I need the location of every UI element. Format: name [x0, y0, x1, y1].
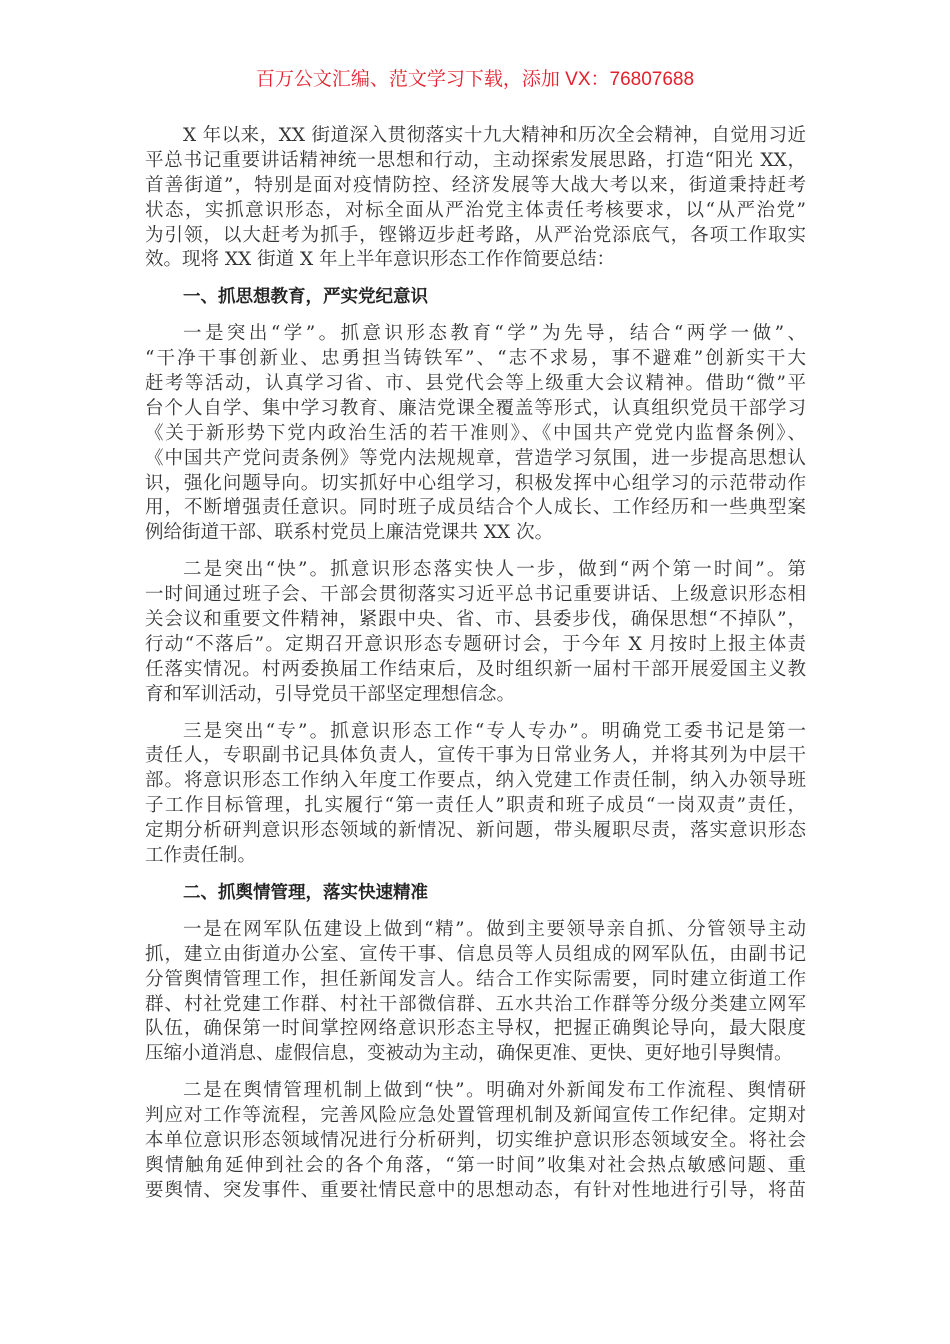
text-line: 本单位意识形态领域情况进行分析研判，切实维护意识形态领域安全。将社会: [145, 1129, 806, 1151]
text-line: 任落实情况。村两委换届工作结束后，及时组织新一届村干部开展爱国主义教: [145, 658, 806, 680]
section-heading: 二、抓舆情管理，落实快速精准: [183, 882, 428, 903]
text-line: 为引领，以大赶考为抓手，铿锵迈步赶考路，从严治党添底气，各项工作取实: [145, 224, 806, 246]
text-line: 识，强化问题导向。切实抓好中心组学习，积极发挥中心组学习的示范带动作: [145, 472, 806, 494]
text-line: 二是突出“快”。抓意识形态落实快人一步，做到“两个第一时间”。第: [183, 559, 806, 581]
paragraph: [145, 918, 806, 1067]
text-line: 部。将意识形态工作纳入年度工作要点，纳入党建工作责任制，纳入办领导班: [145, 770, 806, 792]
paragraph: [145, 124, 806, 273]
text-line: 一是在网军队伍建设上做到“精”。做到主要领导亲自抓、分管领导主动: [183, 918, 806, 940]
text-line: 一时间通过班子会、干部会贯彻落实习近平总书记重要讲话、上级意识形态相: [145, 584, 806, 606]
text-line: 例给街道干部、联系村党员上廉洁党课共 XX 次。: [145, 522, 554, 544]
text-line: 定期分析研判意识形态领域的新情况、新问题，带头履职尽责，落实意识形态: [145, 820, 806, 842]
text-line: 分管舆情管理工作，担任新闻发言人。结合工作实际需要，同时建立街道工作: [145, 968, 806, 990]
paragraph: [145, 558, 806, 707]
text-line: 舆情触角延伸到社会的各个角落，“第一时间”收集对社会热点敏感问题、重: [145, 1154, 806, 1176]
text-line: 责任人，专职副书记具体负责人，宣传干事为日常业务人，并将其列为中层干: [145, 745, 806, 767]
text-line: 状态，实抓意识形态，对标全面从严治党主体责任考核要求，以“从严治党”: [145, 199, 806, 221]
text-line: 三是突出“专”。抓意识形态工作“专人专办”。明确党工委书记是第一: [183, 720, 806, 742]
promo-banner: 百万公文汇编、范文学习下载，添加 VX：76807688: [255, 69, 695, 90]
text-line: 判应对工作等流程，完善风险应急处置管理机制及新闻宣传工作纪律。定期对: [145, 1105, 806, 1127]
text-line: 关会议和重要文件精神，紧跟中央、省、市、县委步伐，确保思想“不掉队”，: [145, 609, 806, 631]
text-line: 效。现将 XX 街道 X 年上半年意识形态工作作简要总结：: [145, 249, 616, 271]
text-line: 抓，建立由街道办公室、宣传干事、信息员等人员组成的网军队伍，由副书记: [145, 943, 806, 965]
section-heading: 一、抓思想教育，严实党纪意识: [183, 287, 428, 308]
text-line: X 年以来，XX 街道深入贯彻落实十九大精神和历次全会精神，自觉用习近: [183, 125, 806, 146]
text-line: 子工作目标管理，扎实履行“第一责任人”职责和班子成员“一岗双责”责任，: [145, 795, 806, 817]
text-line: 行动“不落后”。定期召开意识形态专题研讨会，于今年 X 月按时上报主体责: [145, 633, 806, 655]
text-line: 育和军训活动，引导党员干部坚定理想信念。: [145, 683, 516, 705]
text-line: 群、村社党建工作群、村社干部微信群、五水共治工作群等分级分类建立网军: [145, 993, 806, 1015]
text-line: 《中国共产党问责条例》等党内法规规章，营造学习氛围，进一步提高思想认: [145, 447, 806, 469]
text-line: 首善街道”，特别是面对疫情防控、经济发展等大战大考以来，街道秉持赶考: [145, 174, 806, 196]
text-line: 《关于新形势下党内政治生活的若干准则》、《中国共产党党内监督条例》、: [145, 422, 806, 444]
text-line: 队伍，确保第一时间掌控网络意识形态主导权，把握正确舆论导向，最大限度: [145, 1018, 806, 1040]
text-line: 工作责任制。: [145, 845, 257, 867]
text-line: 用，不断增强责任意识。同时班子成员结合个人成长、工作经历和一些典型案: [145, 497, 806, 519]
text-line: 赶考等活动，认真学习省、市、县党代会等上级重大会议精神。借助“微”平: [145, 373, 806, 395]
paragraph: [145, 322, 806, 546]
text-line: 平总书记重要讲话精神统一思想和行动，主动探索发展思路，打造“阳光 XX，: [145, 149, 806, 171]
text-line: “干净干事创新业、忠勇担当铸铁军”、“志不求易，事不避难”创新实干大: [145, 348, 806, 370]
document-body: [145, 124, 806, 1216]
text-line: 要舆情、突发事件、重要社情民意中的思想动态，有针对性地进行引导，将苗: [145, 1179, 806, 1201]
text-line: 二是在舆情管理机制上做到“快”。明确对外新闻发布工作流程、舆情研: [183, 1080, 806, 1102]
paragraph: [145, 1079, 806, 1203]
text-line: 一是突出“学”。抓意识形态教育“学”为先导，结合“两学一做”、: [183, 323, 806, 345]
paragraph: [145, 720, 806, 869]
text-line: 台个人自学、集中学习教育、廉洁党课全覆盖等形式，认真组织党员干部学习: [145, 397, 806, 419]
text-line: 压缩小道消息、虚假信息，变被动为主动，确保更准、更快、更好地引导舆情。: [145, 1043, 793, 1065]
